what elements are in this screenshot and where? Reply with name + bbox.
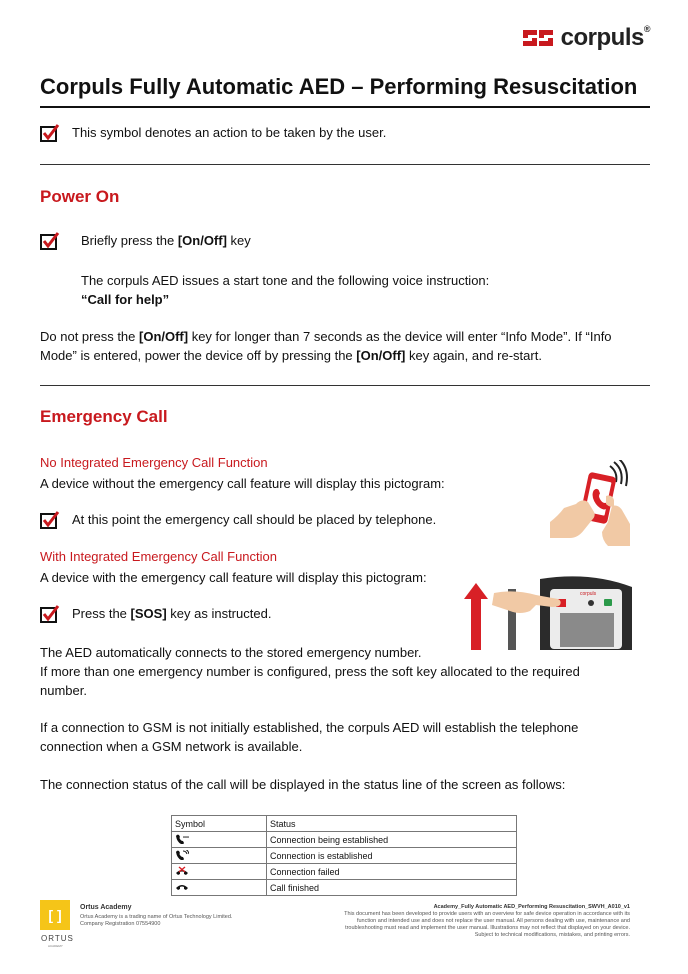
phone-dialing-icon xyxy=(175,834,189,844)
table-row xyxy=(172,832,517,848)
status-cell: Connection failed xyxy=(267,864,517,880)
footer-doc-id: Academy_Fully Automatic AED_Performing Resuscitation_SWVH_A010_v1 xyxy=(433,904,630,910)
with-integrated-desc: A device with the emergency call feature will display this pictogram: xyxy=(40,570,427,585)
no-integrated-subheading: No Integrated Emergency Call Function xyxy=(40,455,268,470)
checkbox-check-icon xyxy=(40,511,60,529)
symbol-cell xyxy=(172,880,267,896)
sos-key-device-pictogram xyxy=(456,575,636,650)
checkbox-check-icon xyxy=(40,232,60,250)
emergency-call-heading: Emergency Call xyxy=(40,407,168,426)
power-on-action-text: Briefly press the [On/Off] key xyxy=(81,233,251,248)
symbol-cell xyxy=(172,864,267,880)
table-row xyxy=(172,864,517,880)
gsm-info: If a connection to GSM is not initially established, the corpuls AED will establish the telephone connection when a GSM network is available. xyxy=(40,720,579,754)
header-symbol: Symbol xyxy=(172,816,267,832)
phone-connected-icon xyxy=(175,850,189,860)
table-row xyxy=(172,848,517,864)
svg-text:corpuls: corpuls xyxy=(580,591,597,597)
no-integrated-desc: A device without the emergency call feature will display this pictogram: xyxy=(40,476,445,491)
ortus-logo-mark: [ ] xyxy=(40,900,70,930)
corpuls-logo-mark xyxy=(519,26,557,50)
no-integrated-action-text: At this point the emergency call should be placed by telephone. xyxy=(72,512,437,527)
auto-connect-line2: If more than one emergency number is configured, press the soft key allocated to the required number. xyxy=(40,664,580,698)
ortus-logo-text: ORTUS xyxy=(41,934,74,943)
phone-hangup-icon xyxy=(175,882,189,892)
footer-org-name: Ortus Academy xyxy=(80,904,132,911)
voice-instruction: “Call for help” xyxy=(81,292,170,307)
phone-failed-icon xyxy=(175,866,189,876)
power-on-info: The corpuls AED issues a start tone and the following voice instruction: xyxy=(81,273,490,288)
symbol-cell xyxy=(172,848,267,864)
footer-org-line2: Company Registration 07554900 xyxy=(80,921,161,927)
corpuls-logo-text: corpuls® xyxy=(560,24,650,51)
phone-call-pictogram xyxy=(548,460,636,548)
status-cell: Connection is established xyxy=(267,848,517,864)
with-integrated-action xyxy=(40,604,271,623)
no-integrated-action xyxy=(40,510,436,529)
header-status: Status xyxy=(267,816,517,832)
status-cell: Connection being established xyxy=(267,832,517,848)
page-title: Corpuls Fully Automatic AED – Performing Resuscitation xyxy=(40,74,638,99)
section-divider xyxy=(40,385,650,386)
status-cell: Call finished xyxy=(267,880,517,896)
section-divider xyxy=(40,164,650,165)
table-row xyxy=(172,880,517,896)
symbol-cell xyxy=(172,832,267,848)
ortus-logo-sub: ACADEMY xyxy=(48,944,63,948)
corpuls-logo xyxy=(519,24,650,52)
checkbox-check-icon xyxy=(40,124,60,142)
status-table-header xyxy=(172,816,517,832)
status-table xyxy=(171,815,517,896)
title-divider xyxy=(40,106,650,108)
legend-row xyxy=(40,123,386,142)
power-on-warning: Do not press the [On/Off] key for longer than 7 seconds as the device will enter “Info Mode”. If “Info Mode” is entered, power the device off by pressing the [On/Off] key again, and re-start. xyxy=(40,329,612,363)
power-on-action xyxy=(40,231,251,250)
footer-org-line1: Ortus Academy is a trading name of Ortus Technology Limited. xyxy=(80,914,233,920)
footer-disclaimer: This document has been developed to provide users with an overview for safe device operation in accordance with its function and intended use and does not replace the user manual. All persons dealing with use, maintenance and troubleshooting must read and implement the user manual. Illustrations may not reflect that displayed on your device. Subject to technical modifications, mistakes, and printing errors. xyxy=(344,911,630,938)
checkbox-check-icon xyxy=(40,605,60,623)
legend-text: This symbol denotes an action to be taken by the user. xyxy=(72,125,387,140)
with-integrated-action-text: Press the [SOS] key as instructed. xyxy=(72,606,272,621)
auto-connect-line1: The AED automatically connects to the stored emergency number. xyxy=(40,645,422,660)
status-intro: The connection status of the call will be displayed in the status line of the screen as follows: xyxy=(40,777,566,792)
power-on-heading: Power On xyxy=(40,187,120,206)
with-integrated-subheading: With Integrated Emergency Call Function xyxy=(40,549,277,564)
